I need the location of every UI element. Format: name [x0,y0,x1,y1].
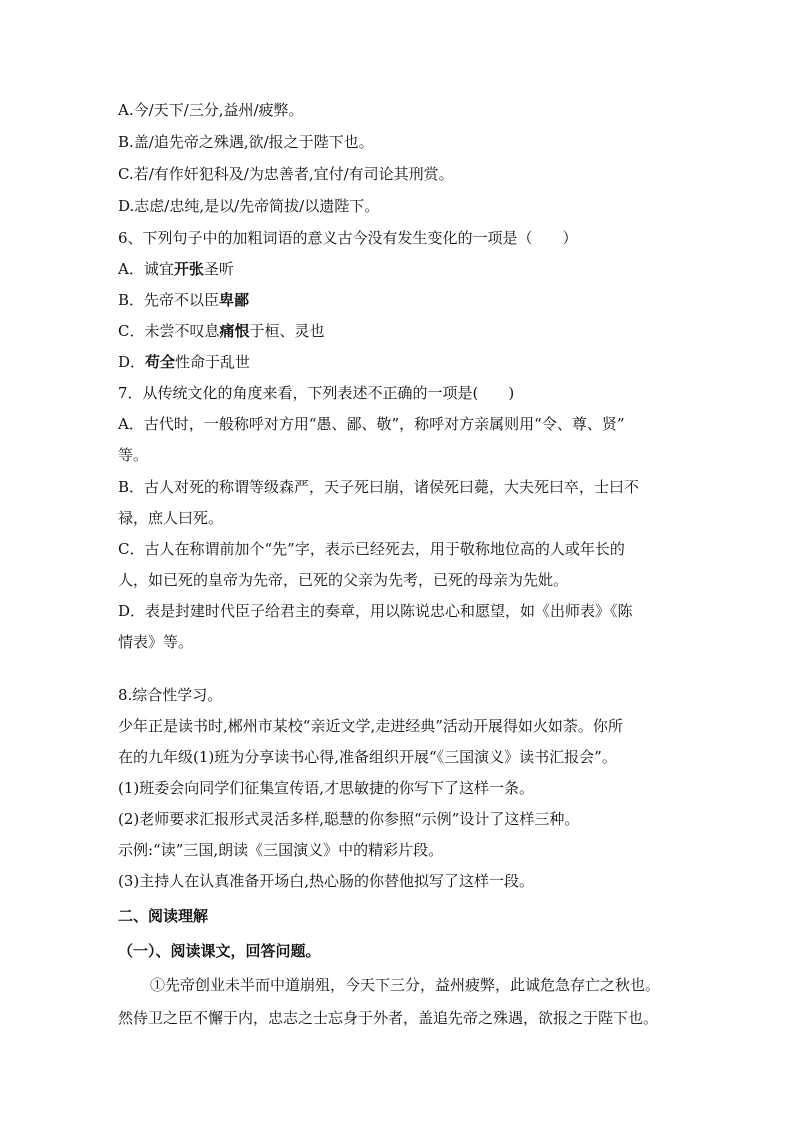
q8-intro-line1: 少年正是读书时,郴州市某校“亲近文学,走进经典”活动开展得如火如荼。你所 [118,717,623,735]
option-b-line: B.盖/追先帝之殊遇,欲/报之于陛下也。 [118,133,374,151]
question-6: 6、下列句子中的加粗词语的意义古今没有发生变化的一项是（ ） [118,229,578,247]
question-8: 8.综合性学习。 [118,686,223,704]
q6-b-prefix: B．先帝不以臣 [118,291,220,309]
q6-a-bold-word: 开张 [173,260,204,278]
q7-option-a-line1: A．古代时，一般称呼对方用“愚、鄙、敬”，称呼对方亲属则用“令、尊、贤” [118,415,625,433]
q6-c-suffix: 于桓、灵也 [249,322,325,340]
q6-option-c [118,321,325,341]
q6-option-b [118,290,249,310]
q6-a-prefix: A．诚宜 [118,260,174,278]
q7-option-b-line2: 禄，庶人曰死。 [118,509,224,527]
q6-a-suffix: 圣听 [203,260,234,278]
question-7: 7．从传统文化的角度来看，下列表述不正确的一项是( ) [118,384,515,402]
passage-line1: ①先帝创业未半而中道崩殂，今天下三分，益州疲弊，此诚危急存亡之秋也。 [150,976,661,994]
option-c-line: C.若/有作奸犯科及/为忠善者,宜付/有司论其刑赏。 [118,165,454,183]
q7-option-b-line1: B．古人对死的称谓等级森严，天子死曰崩，诸侯死曰薨，大夫死曰卒，士曰不 [118,478,640,496]
q7-option-c-line1: C．古人在称谓前加个“先”字，表示已经死去，用于敬称地位高的人或年长的 [118,540,625,558]
option-d-line: D.志虑/忠纯,是以/先帝简拔/以遗陛下。 [118,197,380,215]
q6-d-prefix: D． [118,353,146,371]
q7-option-c-line2: 人，如已死的皇帝为先帝，已死的父亲为先考，已死的母亲为先妣。 [118,571,569,589]
section-heading-reading: 二、阅读理解 [118,907,209,925]
option-a-line: A.今/天下/三分,益州/疲弊。 [118,101,304,119]
q8-sub-3: (3)主持人在认真准备开场白,热心肠的你替他拟写了这样一段。 [118,872,535,890]
q8-sub-1: (1)班委会向同学们征集宣传语,才思敏捷的你写下了这样一条。 [118,779,535,797]
q6-c-bold-word: 痛恨 [219,322,250,340]
q6-d-suffix: 性命于乱世 [175,353,251,371]
q8-example: 示例:“读”三国,朗读《三国演义》中的精彩片段。 [118,841,444,859]
q6-c-prefix: C．未尝不叹息 [118,322,220,340]
q6-option-d [118,352,250,372]
q7-option-d-line2: 情表》等。 [118,633,194,651]
passage-line2: 然侍卫之臣不懈于内，忠志之士忘身于外者，盖追先帝之殊遇，欲报之于陛下也。 [118,1009,659,1027]
q6-b-bold-word: 卑鄙 [219,291,250,309]
q7-option-a-line2: 等。 [118,446,149,464]
q8-intro-line2: 在的九年级(1)班为分享读书心得,准备组织开展“《三国演义》读书汇报会”。 [118,748,617,766]
q6-d-bold-word: 苟全 [145,353,176,371]
q6-option-a [118,259,234,279]
q8-sub-2: (2)老师要求汇报形式灵活多样,聪慧的你参照“示例”设计了这样三种。 [118,810,580,828]
q7-option-d-line1: D．表是封建时代臣子给君主的奏章，用以陈说忠心和愿望，如《出师表》《陈 [118,602,633,620]
subsection-heading-1: （一）、阅读课文，回答问题。 [118,942,321,960]
